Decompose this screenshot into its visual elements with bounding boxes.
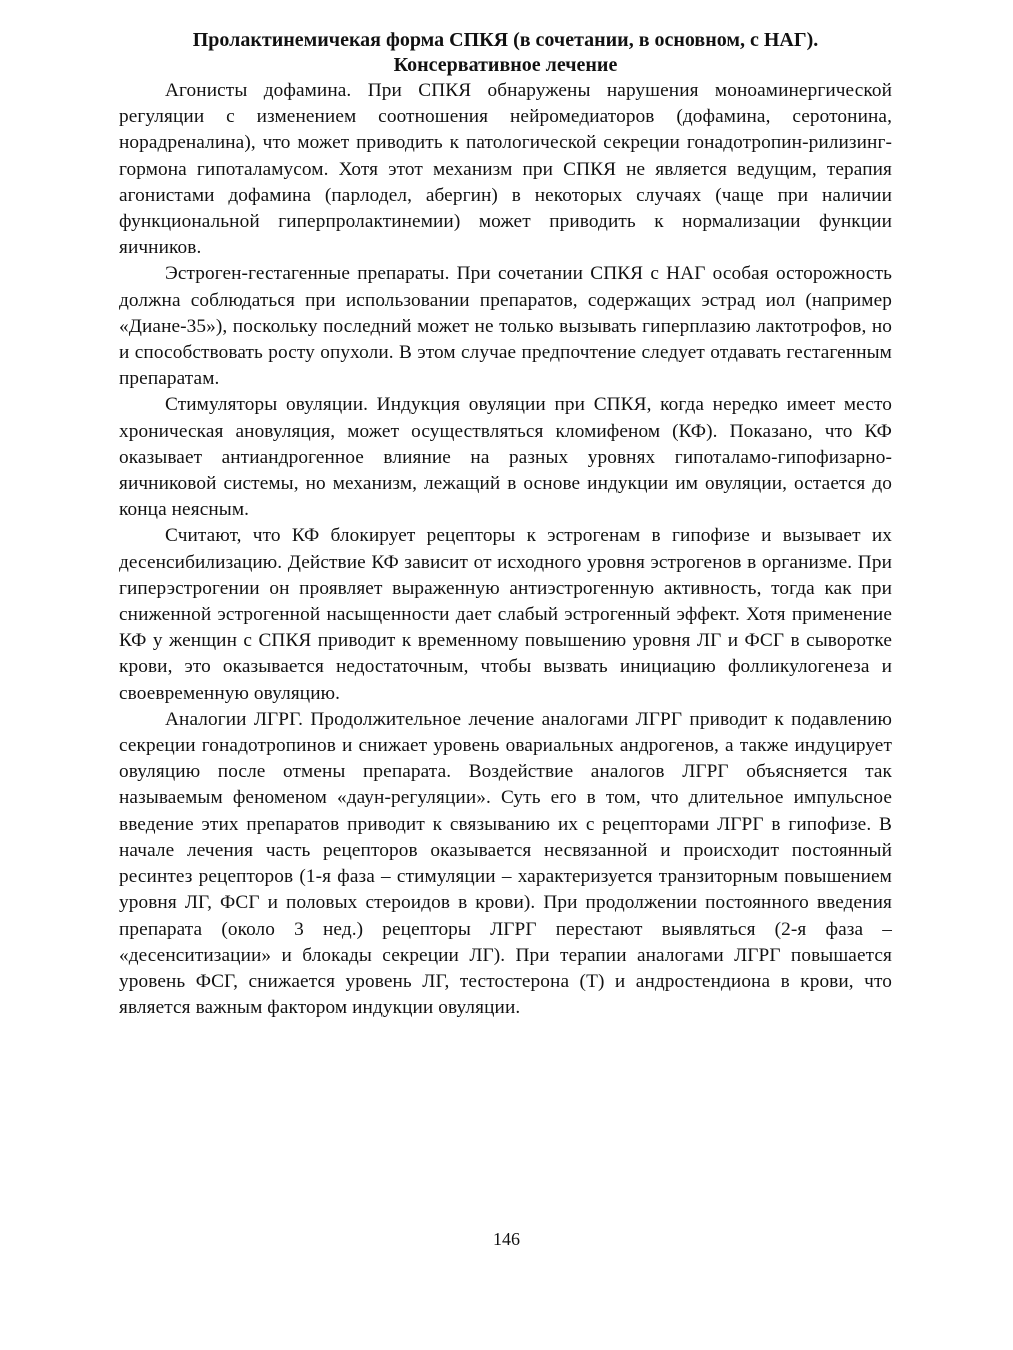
page-content bbox=[119, 28, 892, 1021]
page-subtitle: Консервативное лечение bbox=[393, 54, 618, 76]
paragraph-lhrh-analogs: Аналогии ЛГРГ. Продолжительное лечение аналогами ЛГРГ приводит к подавлению секреции гонадотропинов и снижает уровень овариальных андрогенов, а также индуцирует овуляцию после отмены препарата. Воздействие аналогов ЛГРГ объясняется так называемым феноменом «даун-регуляции». Суть его в том, что длительное импульсное введение этих препаратов приводит к связыванию их с рецепторами ЛГРГ в гипофизе. В начале лечения часть рецепторов оказывается несвязанной и происходит постоянный ресинтез рецепторов (1-я фаза – стимуляции – характеризуется транзиторным повышением уровня ЛГ, ФСГ и половых стероидов в крови). При продолжении постоянного введения препарата (около 3 нед.) рецепторы ЛГРГ перестают выявляться (2-я фаза – «десенситизации» и блокады секреции ЛГ). При терапии аналогами ЛГРГ повышается уровень ФСГ, снижается уровень ЛГ, тестостерона (Т) и андростендиона в крови, что является важным фактором индукции овуляции. bbox=[119, 708, 892, 1019]
paragraph-dopamine-agonists: Агонисты дофамина. При СПКЯ обнаружены нарушения моноаминергической регуляции с изменением соотношения нейромедиаторов (дофамина, серотонина, норадреналина), что может приводить к патологической секреции гонадотропин-рилизинг-гормона гипоталамусом. Хотя этот механизм при СПКЯ не является ведущим, терапия агонистами дофамина (парлодел, абергин) в некоторых случаях (чаще при наличии функциональной гиперпролактинемии) может приводить к нормализации функции яичников. bbox=[119, 80, 892, 259]
paragraph-ovulation-stimulators: Стимуляторы овуляции. Индукция овуляции при СПКЯ, когда нередко имеет место хроническая ановуляция, может осуществляться кломифеном (КФ). Показано, что КФ оказывает антиандрогенное влияние на разных уровнях гипоталамо-гипофизарно-яичниковой системы, но механизм, лежащий в основе индукции им овуляции, остается до конца неясным. bbox=[119, 394, 892, 521]
paragraph-estrogen-gestagen: Эстроген-гестагенные препараты. При сочетании СПКЯ с НАГ особая осторожность должна соблюдаться при использовании препаратов, содержащих эстрад иол (например «Диане-35»), поскольку последний может не только вызывать гиперплазию лактотрофов, но и способствовать росту опухоли. В этом случае предпочтение следует отдавать гестагенным препаратам. bbox=[119, 263, 892, 390]
paragraph-clomiphene-mechanism: Считают, что КФ блокирует рецепторы к эстрогенам в гипофизе и вызывает их десенсибилизацию. Действие КФ зависит от исходного уровня эстрогенов в организме. При гиперэстрогении он проявляет выраженную антиэстрогенную активность, тогда как при сниженной эстрогенной насыщенности дает слабый эстрогенный эффект. Хотя применение КФ у женщин с СПКЯ приводит к временному повышению уровня ЛГ и ФСГ в сыворотке крови, это оказывается недостаточным, чтобы вызвать инициацию фолликулогенеза и своевременную овуляцию. bbox=[119, 525, 892, 704]
page-number: 146 bbox=[493, 1229, 520, 1249]
page-title: Пролактинемичекая форма СПКЯ (в сочетании, в основном, с НАГ). bbox=[192, 29, 819, 51]
